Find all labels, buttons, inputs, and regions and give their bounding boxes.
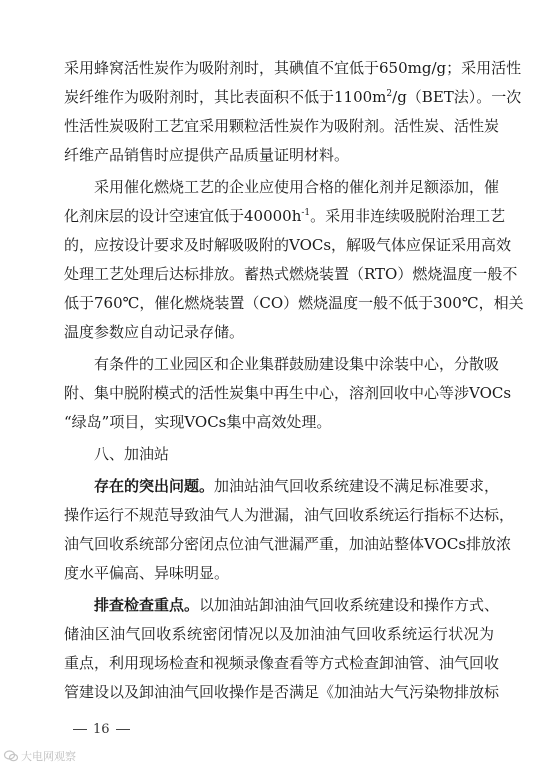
paragraph-line: 度水平偏高、异味明显。 (64, 564, 230, 582)
paragraph-line: 重点，利用现场检查和视频录像查看等方式检查卸油管、油气回收 (64, 654, 500, 672)
paragraph-line: 低于760℃，催化燃烧装置（CO）燃烧温度一般不低于300℃，相关 (64, 294, 524, 312)
watermark-text: 大电网观察 (21, 750, 76, 763)
page-footer (67, 722, 136, 737)
page-number: 16 (93, 722, 110, 737)
paragraph-line: 采用催化燃烧工艺的企业应使用合格的催化剂并足额添加，催 (94, 178, 500, 196)
paragraph-line: 管建设以及卸油油气回收操作是否满足《加油站大气污染物排放标 (64, 683, 500, 701)
paragraph-line: 性活性炭吸附工艺宜采用颗粒活性炭作为吸附剂。活性炭、活性炭 (64, 117, 500, 135)
paragraph-line: 处理工艺处理后达标排放。蓄热式燃烧装置（RTO）燃烧温度一般不 (64, 265, 518, 283)
paragraph-lead: 存在的突出问题。 (94, 477, 215, 495)
superscript: 2 (386, 89, 393, 99)
dash-right (116, 729, 130, 730)
paragraph-lead: 排查检查重点。 (94, 596, 200, 614)
paragraph-line: 排查检查重点。以加油站卸油油气回收系统建设和操作方式、 (94, 596, 500, 614)
paragraph-line: 储油区油气回收系统密闭情况以及加油油气回收系统运行状况为 (64, 625, 494, 643)
watermark (4, 748, 76, 764)
paragraph-line: 存在的突出问题。加油站油气回收系统建设不满足标准要求， (94, 477, 500, 495)
paragraph-line: “绿岛”项目，实现VOCs集中高效处理。 (64, 413, 332, 431)
paragraph-line: 的，应按设计要求及时解吸吸附的VOCs，解吸气体应保证采用高效 (64, 236, 512, 254)
wechat-logo-icon (4, 750, 18, 762)
paragraph-line: 温度参数应自动记录存储。 (64, 323, 245, 341)
paragraph-line: 炭纤维作为吸附剂时，其比表面积不低于$1100m^2/g(BET$法）。一次 (64, 88, 522, 106)
dash-left (73, 729, 87, 730)
paragraph-line: 油气回收系统部分密闭点位油气泄漏严重，加油站整体VOCs排放浓 (64, 535, 512, 553)
paragraph-line: 操作运行不规范导致油气人为泄漏，油气回收系统运行指标不达标， (64, 506, 515, 524)
paragraph-line: 化剂床层的设计空速宜低于$40000h^{-1}$。采用非连续吸脱附治理工艺 (64, 207, 506, 225)
paragraph-line: 有条件的工业园区和企业集群鼓励建设集中涂装中心，分散吸 (94, 355, 500, 373)
section-heading: 八、加油站 (94, 445, 170, 463)
paragraph-line: 采用蜂窝活性炭作为吸附剂时，其碘值不宜低于650mg/g；采用活性 (64, 59, 522, 77)
paragraph-line: 附、集中脱附模式的活性炭集中再生中心，溶剂回收中心等涉VOCs (64, 384, 512, 402)
paragraph-line: 纤维产品销售时应提供产品质量证明材料。 (64, 146, 350, 164)
superscript: -1 (301, 208, 311, 218)
